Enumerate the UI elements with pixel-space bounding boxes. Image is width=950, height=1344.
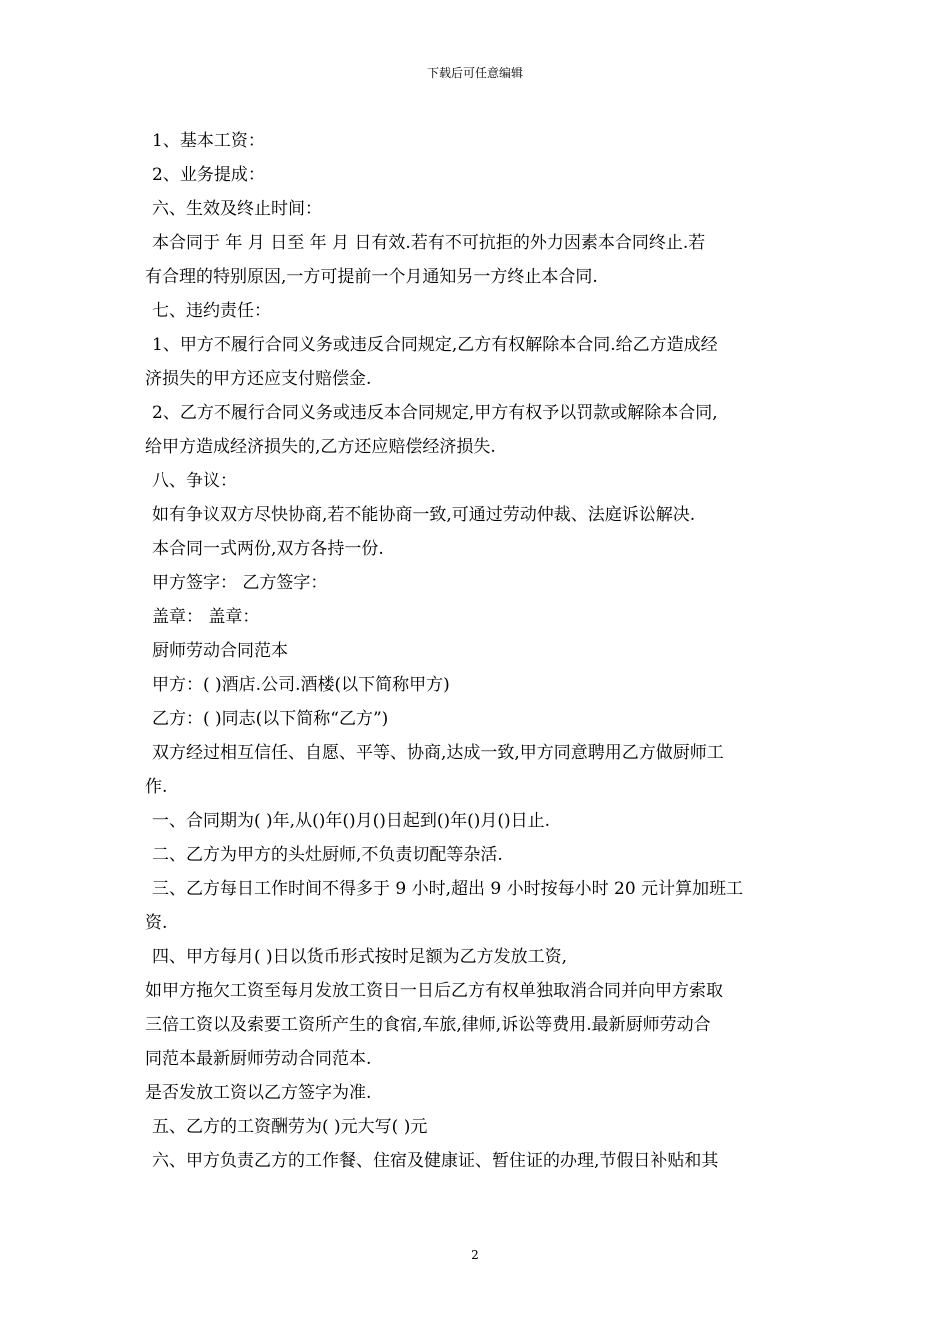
document-title: 厨师劳动合同范本 xyxy=(152,641,288,661)
clause-line: 四、甲方每月( )日以货币形式按时足额为乙方发放工资, xyxy=(152,947,568,967)
signature-line: 甲方签字： 乙方签字： xyxy=(152,573,328,593)
party-b-line: 乙方：( )同志(以下简称“乙方”) xyxy=(152,709,389,729)
clause-line: 一、合同期为( )年,从()年()月()日起到()年()月()日止. xyxy=(152,811,551,831)
text-line: 1、基本工资： xyxy=(152,131,265,151)
text-line: 济损失的甲方还应支付赔偿金. xyxy=(145,369,372,389)
text-line: 同范本最新厨师劳动合同范本. xyxy=(145,1049,372,1069)
page-number: 2 xyxy=(471,1248,479,1262)
text-line: 双方经过相互信任、自愿、平等、协商,达成一致,甲方同意聘用乙方做厨师工 xyxy=(152,743,724,763)
text-line: 本合同一式两份,双方各持一份. xyxy=(152,539,384,559)
text-line: 如甲方拖欠工资至每月发放工资日一日后乙方有权单独取消合同并向甲方索取 xyxy=(145,981,723,1001)
clause-line: 三、乙方每日工作时间不得多于 9 小时,超出 9 小时按每小时 20 元计算加班工 xyxy=(152,879,744,899)
text-line: 给甲方造成经济损失的,乙方还应赔偿经济损失. xyxy=(145,437,496,457)
text-line: 资. xyxy=(145,913,168,933)
text-line: 三倍工资以及索要工资所产生的食宿,车旅,律师,诉讼等费用.最新厨师劳动合 xyxy=(145,1015,711,1035)
text-line: 1、甲方不履行合同义务或违反合同规定,乙方有权解除本合同.给乙方造成经 xyxy=(152,335,718,355)
page-header: 下载后可任意编辑 xyxy=(426,66,523,80)
section-heading: 六、生效及终止时间： xyxy=(152,199,322,219)
clause-line: 二、乙方为甲方的头灶厨师,不负责切配等杂活. xyxy=(152,845,503,865)
section-heading: 八、争议： xyxy=(152,471,237,491)
clause-line: 六、甲方负责乙方的工作餐、住宿及健康证、暂住证的办理,节假日补贴和其 xyxy=(152,1151,719,1171)
section-heading: 七、违约责任： xyxy=(152,301,271,321)
text-line: 有合理的特别原因,一方可提前一个月通知另一方终止本合同. xyxy=(145,267,598,287)
document-body xyxy=(145,124,810,1178)
text-line: 2、业务提成： xyxy=(152,165,265,185)
text-line: 是否发放工资以乙方签字为准. xyxy=(145,1083,372,1103)
seal-line: 盖章： 盖章： xyxy=(152,607,260,627)
text-line: 本合同于 年 月 日至 年 月 日有效.若有不可抗拒的外力因素本合同终止.若 xyxy=(152,233,706,253)
clause-line: 五、乙方的工资酬劳为( )元大写( )元 xyxy=(152,1117,428,1137)
text-line: 如有争议双方尽快协商,若不能协商一致,可通过劳动仲裁、法庭诉讼解决. xyxy=(152,505,696,525)
text-line: 2、乙方不履行合同义务或违反本合同规定,甲方有权予以罚款或解除本合同, xyxy=(152,403,718,423)
party-a-line: 甲方：( )酒店.公司.酒楼(以下简称甲方) xyxy=(152,675,450,695)
text-line: 作. xyxy=(145,777,168,797)
